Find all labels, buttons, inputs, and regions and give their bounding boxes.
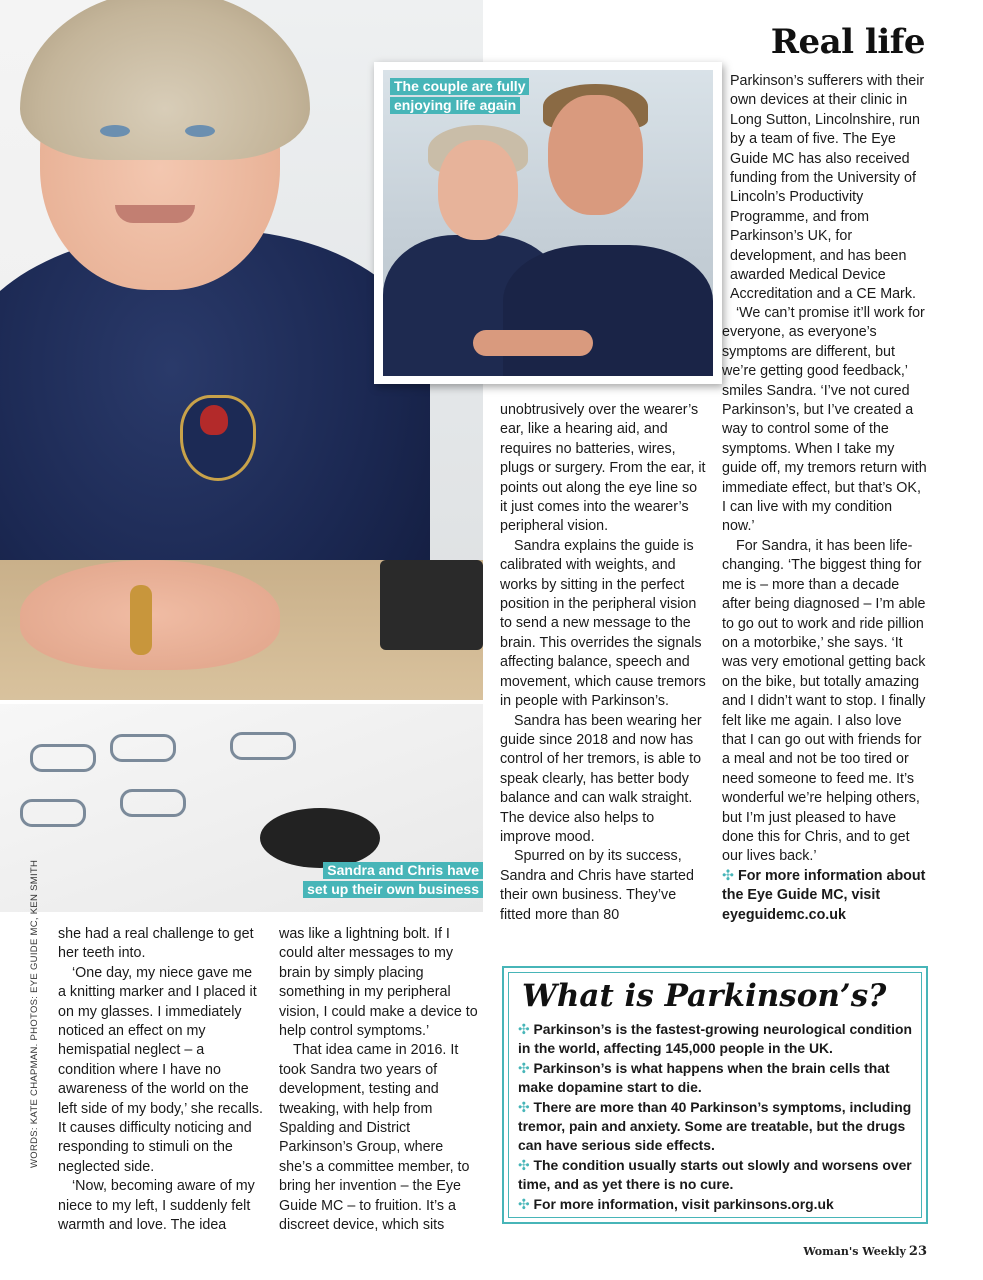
photo-eye-left [100,125,130,137]
inset-woman-face [438,140,518,240]
bullet-star-icon: ✣ [518,1156,530,1173]
photo-black-pouch [260,808,380,868]
paragraph: was like a lightning bolt. If I could alter messages to my brain by simply placing something in my peripheral vision, I could make a device to help control symptoms.’ [279,926,478,1040]
paragraph: Parkinson’s sufferers with their own devices at their clinic in Long Sutton, Lincolnshire, run by a team of five. The Eye Guide MC has also received funding from the University of Lincoln’s Productivity Programme, and from Parkinson’s UK, for development, and has been awarded Medical Device Accreditation and a CE Mark. [730,73,925,303]
paragraph: unobtrusively over the wearer’s ear, like a hearing aid, and requires no batteries, wires, plugs or surgery. From the ear, it points out along the eye line so it just comes into the wearer’s peripheral vision. [500,402,706,535]
eye-guide-device-icon [120,789,186,817]
emblem-flower-icon [200,405,228,435]
photo-desk-mat [380,560,483,650]
paragraph: she had a real challenge to get her teeth into. [58,926,254,962]
fact-item [518,1195,918,1214]
photo-mouth [115,205,195,223]
photo-hair [20,0,310,160]
caption-line: The couple are fully [390,78,529,95]
main-photo-caption [303,862,483,900]
bullet-star-icon: ✣ [518,1059,530,1076]
more-info-text: For more information about the Eye Guide MC, visit eyeguidemc.co.uk [722,867,926,923]
caption-line: Sandra and Chris have [323,862,483,879]
caption-line: set up their own business [303,881,483,898]
paragraph: Sandra explains the guide is calibrated with weights, and works by sitting in the perfect position in the peripheral vision to send a new message to the brain. This overrides the signals affecting balance, speech and movement, which cause tremors in people with Parkinson’s. [500,537,706,710]
fact-box-title: What is Parkinson’s? [522,978,887,1014]
fact-list [518,1020,918,1214]
inset-man-face [548,95,643,215]
inset-arm [473,330,593,356]
article-column-3 [500,401,708,925]
article-column-2 [279,925,479,1236]
paragraph: For Sandra, it has been life-changing. ‘The biggest thing for me is – more than a decade after being diagnosed – I’m able to go out to work and ride pillion on a motorbike,’ she says. ‘It was very emotional getting back on the bike, but totally amazing and I didn’t want to stop. I finally felt like me again. I also love that I can go out with friends for a meal and not be too tired or need someone to feed me. It’s wonderful we’re helping others, but I’m just pleased to have done this for Chris, and to get our lives back.’ [722,537,926,865]
bullet-star-icon: ✣ [518,1098,530,1115]
photo-eye-right [185,125,215,137]
fact-item [518,1098,918,1156]
magazine-name: Woman's Weekly [803,1245,906,1258]
inset-man-shirt [503,245,713,376]
article-column-4-bottom [722,304,928,925]
page-footer [803,1244,927,1259]
paragraph: ‘One day, my niece gave me a knitting marker and I placed it on my glasses. I immediately noticed an effect on my hemispatial neglect – a condition where I have no awareness of the world on the left side of my body,’ she recalls. It causes difficulty noticing and responding to stimuli on the neglected side. [58,964,264,1175]
article-column-4-top [730,72,930,305]
paragraph: ‘Now, becoming aware of my niece to my left, I suddenly felt warmth and love. The idea [58,1178,255,1234]
eye-guide-device-icon [230,732,296,760]
fact-text: For more information, visit parkinsons.org.uk [533,1195,834,1212]
fact-item [518,1156,918,1195]
caption-line: enjoying life again [390,97,520,114]
bullet-star-icon: ✣ [518,1021,530,1037]
fact-text: The condition usually starts out slowly and worsens over time, and as yet there is no cure. [518,1156,912,1193]
eye-guide-device-icon [20,799,86,827]
bullet-star-icon: ✣ [722,867,734,884]
eye-guide-device-icon [30,744,96,772]
inset-photo-caption [390,78,529,116]
photo-bracelet [130,585,152,655]
fact-text: Parkinson’s is what happens when the brain cells that make dopamine start to die. [518,1059,890,1096]
fact-item [518,1059,918,1098]
paragraph: Sandra has been wearing her guide since 2018 and now has control of her tremors, is able to speak clearly, has better body balance and can walk straight. The device also helps to improve mood. [500,712,702,845]
paragraph: ‘We can’t promise it’ll work for everyone, as everyone’s symptoms are different, but we’re getting good feedback,’ smiles Sandra. ‘I’ve not cured Parkinson’s, but I’ve created a way to control some of the symptoms. When I take my guide off, my tremors return with immediate effect, but that’s OK, I can live with my condition now.’ [722,305,927,535]
article-column-1 [58,925,263,1236]
section-title: Real life [770,22,925,62]
fact-item [518,1020,918,1059]
page-number: 23 [908,1244,927,1259]
bullet-star-icon: ✣ [518,1195,530,1212]
paragraph: Spurred on by its success, Sandra and Chris have started their own business. They’ve fitted more than 80 [500,848,694,923]
more-info-note [722,867,928,925]
paragraph: That idea came in 2016. It took Sandra two years of development, testing and tweaking, with help from Spalding and District Parkinson’s Group, where she’s a committee member, to bring her invention – the Eye Guide MC – to fruition. It’s a discreet device, which sits [279,1042,470,1234]
fact-text: Parkinson’s is the fastest-growing neurological condition in the world, affecting 145,000 people in the UK. [518,1021,912,1057]
eye-guide-device-icon [110,734,176,762]
fact-text: There are more than 40 Parkinson’s symptoms, including tremor, pain and anxiety. Some are treatable, but the drugs can have serious side effects. [518,1098,912,1154]
photo-credit: WORDS: KATE CHAPMAN. PHOTOS: EYE GUIDE MC, KEN SMITH [29,859,40,1168]
